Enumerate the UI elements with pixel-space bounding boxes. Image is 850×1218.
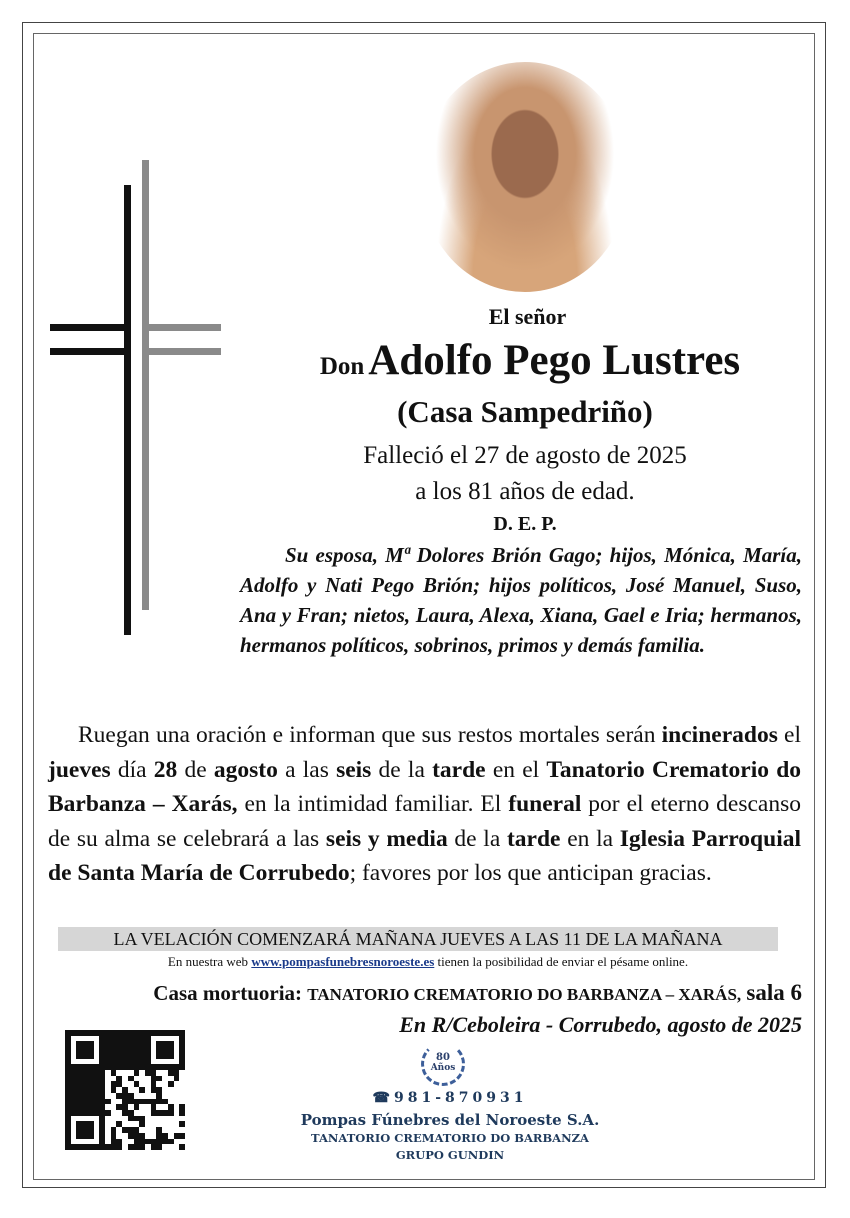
age: a los 81 años de edad. — [415, 478, 635, 505]
body-segment: tarde — [432, 756, 486, 783]
body-segment: Tanatorio Crematorio do Barbanza – Xarás, — [48, 756, 802, 817]
body-segment: tarde — [506, 825, 561, 852]
company-name: Pompas Fúnebres del Noroeste S.A. — [300, 1111, 600, 1129]
body-segment: de la — [447, 825, 507, 852]
casa-mortuoria — [153, 980, 802, 1006]
badge-text: Años — [430, 1063, 456, 1073]
body-segment: seis y media — [325, 825, 448, 852]
death-date: Falleció el 27 de agosto de 2025 — [363, 442, 687, 469]
company-line3: GRUPO GUNDIN — [395, 1148, 505, 1162]
family-list: Su esposa, Mª Dolores Brión Gago; hijos, Mónica, María, Adolfo y Nati Pego Brión; hijos políticos, José Manuel, Suso, Ana y Fran; nietos, Laura, Alexa, Xiana, Gael e Iria; hermanos, hermanos políticos, sobrinos, primos y demás familia. — [240, 543, 802, 657]
title: El señor — [488, 304, 567, 329]
body-segment: por el eterno descanso de su alma se celebrará a las — [48, 791, 801, 852]
company-line2: TANATORIO CREMATORIO DO BARBANZA — [311, 1131, 589, 1145]
body-segment: de la — [371, 756, 433, 783]
phone — [280, 1090, 620, 1106]
body-segment: ; favores por los que anticipan gracias. — [349, 860, 712, 886]
nickname: (Casa Sampedriño) — [397, 394, 653, 429]
body-segment: a las — [277, 756, 337, 783]
body-segment: incinerados — [661, 722, 778, 748]
body-segment: Iglesia Parroquial de Santa María de Corrubedo — [48, 825, 802, 886]
body-segment: jueves — [48, 756, 111, 783]
web-text: En nuestra web — [167, 954, 252, 969]
body-segment: agosto — [213, 756, 278, 783]
body-segment: 28 — [153, 756, 178, 783]
qr-code[interactable] — [65, 1030, 185, 1150]
body-segment: funeral — [508, 791, 582, 817]
body-segment: Ruegan una oración e informan que sus restos mortales serán — [78, 722, 662, 748]
casa-sala: sala 6 — [746, 980, 802, 1005]
place-date: En R/Ceboleira - Corrubedo, agosto de 2025 — [399, 1012, 802, 1037]
name: Adolfo Pego Lustres — [368, 337, 741, 384]
80-years-badge — [415, 1040, 471, 1088]
phone-number: 981-870931 — [393, 1090, 528, 1106]
badge-number: 80 — [436, 1052, 450, 1063]
deceased-name — [240, 336, 820, 385]
deceased-photo — [420, 62, 630, 292]
web-notice — [48, 954, 808, 970]
phone-icon: ☎ — [372, 1090, 394, 1106]
web-text-after: tienen la posibilidad de enviar el pésame online. — [434, 954, 689, 969]
velacion-notice: LA VELACIÓN COMENZARÁ MAÑANA JUEVES A LAS 11 DE LA MAÑANA — [58, 927, 778, 951]
funeral-details — [48, 718, 801, 891]
casa-label: Casa mortuoria: — [153, 981, 303, 1005]
body-segment: de — [177, 756, 214, 783]
rip: D. E. P. — [493, 513, 557, 535]
name-prefix: Don — [319, 353, 365, 380]
body-segment: en la — [560, 825, 620, 852]
casa-place: TANATORIO CREMATORIO DO BARBANZA – XARÁS, — [307, 985, 742, 1004]
body-segment: el — [777, 722, 801, 748]
body-segment: día — [110, 756, 154, 783]
body-segment: en la intimidad familiar. El — [237, 791, 509, 817]
website-link[interactable]: www.pompasfunebresnoroeste.es — [251, 954, 435, 969]
body-segment: seis — [336, 756, 372, 783]
body-segment: en el — [485, 756, 547, 783]
